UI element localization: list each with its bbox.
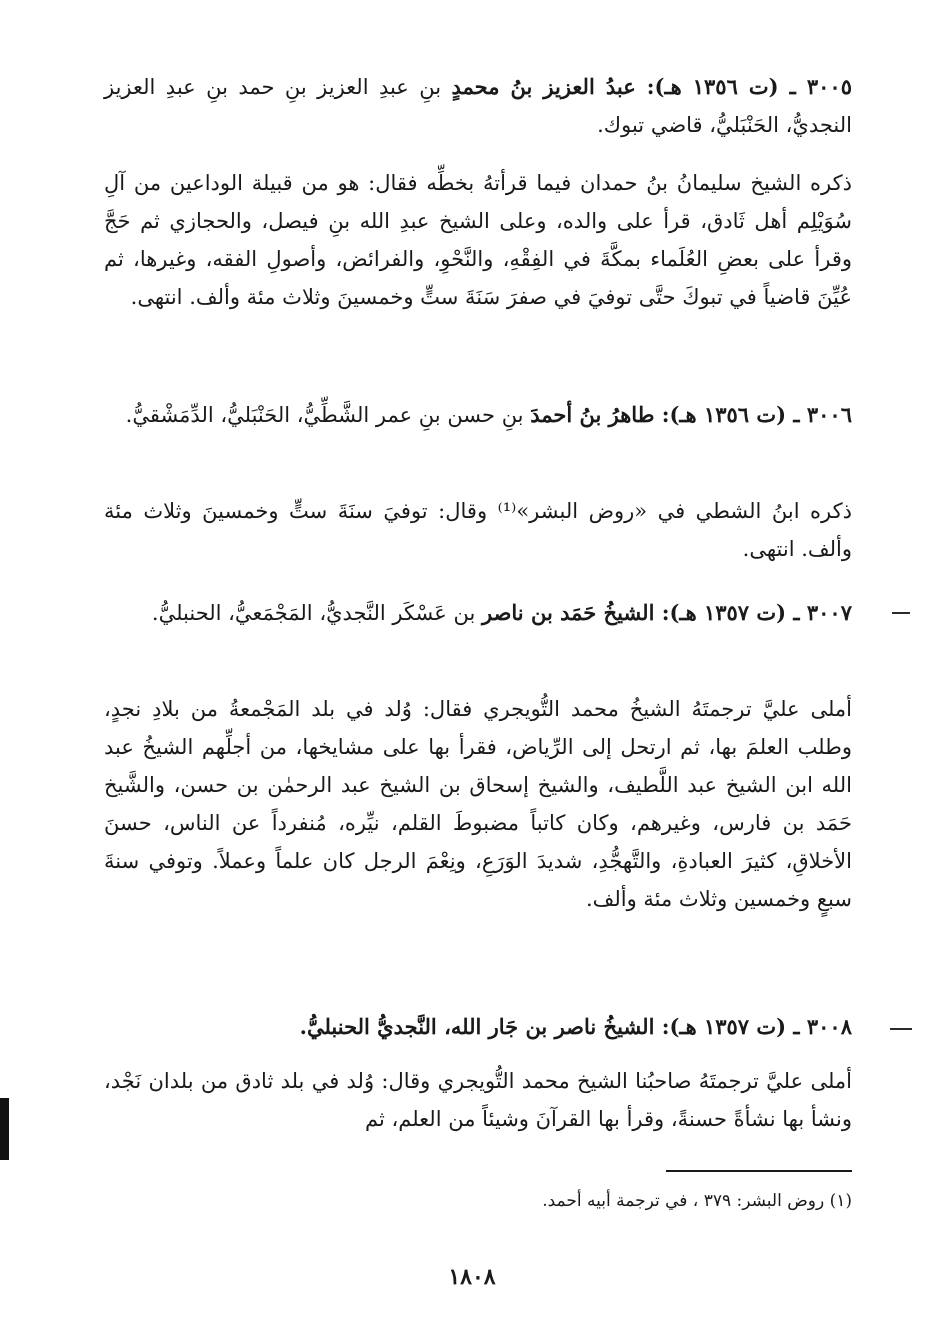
entry-3007-name: ٣٠٠٧ ـ (ت ١٣٥٧ هـ): الشيخُ حَمَد بن ناصر bbox=[481, 600, 852, 625]
margin-mark-3008 bbox=[890, 1028, 912, 1030]
entry-3005-heading bbox=[104, 68, 852, 144]
entry-3007-lineage: بن عَسْكَر النَّجديُّ، المَجْمَعيُّ، الحنبليُّ. bbox=[151, 601, 482, 625]
footnote: (١) روض البشر: ٣٧٩ ، في ترجمة أبيه أحمد. bbox=[542, 1191, 852, 1211]
footnote-separator bbox=[666, 1170, 852, 1172]
page-number: ١٨٠٨ bbox=[448, 1264, 496, 1290]
binding-edge-bar bbox=[0, 1098, 9, 1160]
entry-3007 bbox=[104, 594, 852, 632]
entry-3008 bbox=[104, 1008, 852, 1046]
entry-3008-heading bbox=[104, 1008, 852, 1046]
entry-3008-name: ٣٠٠٨ ـ (ت ١٣٥٧ هـ): الشيخُ ناصر بن جَار الله، النَّجديُّ الحنبليُّ. bbox=[299, 1014, 852, 1039]
entry-3006 bbox=[104, 396, 852, 434]
entry-3005-body: ذكره الشيخ سليمانُ بنُ حمدان فيما قرأتهُ بخطِّه فقال: هو من قبيلة الوداعين من آلِ سُوَيْلِم أهل ثَادق، قرأ على والده، وعلى الشيخ عبدِ الله بنِ فيصل، والحجازي ثم حَجَّ وقرأ على بعضِ العُلَماء بمكَّةَ في الفِقْهِ، والنَّحْوِ، والفرائض، وأصولِ الفقه، وغيرها، ثم عُيِّنَ قاضياً في تبوكَ حتَّى توفيَ في صفرَ سَنَةَ ستٍّ وخمسينَ وثلاث مئة وألف. انتهى. bbox=[104, 171, 852, 309]
entry-3006-name: ٣٠٠٦ ـ (ت ١٣٥٦ هـ): طاهرُ بنُ أحمدَ bbox=[530, 402, 852, 427]
entry-3005-lineage: بنِ عبدِ العزيز بنِ حمد بنِ عبدِ العزيز النجديُّ، الحَنْبَليُّ، قاضي تبوك. bbox=[104, 75, 852, 137]
entry-3005-name: ٣٠٠٥ ـ (ت ١٣٥٦ هـ): عبدُ العزيز بنُ محمدٍ bbox=[451, 74, 852, 99]
entry-3007-heading bbox=[104, 594, 852, 632]
entry-3008-body: أملى عليَّ ترجمتَهُ صاحبُنا الشيخ محمد التُّويجري وقال: وُلد في بلد ثادق من بلدان نَجْد، ونشأ بها نشأةً حسنةً، وقرأ بها القرآنَ وشيئاً من العلم، ثم bbox=[104, 1069, 852, 1131]
entry-3006-heading bbox=[104, 396, 852, 434]
entry-3006-body: ذكره ابنُ الشطي في «روض البشر»⁽¹⁾ وقال: توفيَ سنَةَ ستٍّ وخمسينَ وثلاث مئة وألف. انتهى. bbox=[104, 499, 852, 561]
entry-3005 bbox=[104, 68, 852, 144]
entry-3006-lineage: بنِ حسن بنِ عمر الشَّطِّيُّ، الحَنْبَليُّ، الدِّمَشْقيُّ. bbox=[125, 403, 531, 427]
entry-3007-body: أملى عليَّ ترجمتَهُ الشيخُ محمد التُّويجري فقال: وُلد في بلد المَجْمعةُ من بلادِ نجدٍ، وطلب العلمَ بها، ثم ارتحل إلى الرِّياض، فقرأ بها على مشايخها، من أجلِّهم الشيخُ عبد الله ابن الشيخ عبد اللَّطيف، والشيخ إسحاق بن الشيخ عبد الرحمٰن بن حسن، والشَّيخ حَمَد بن فارس، وغيرهم، وكان كاتباً مضبوطَ القلم، نيِّره، مُنفرداً عن الناس، حسنَ الأخلاقِ، كثيرَ العبادةِ، والتَّهجُّدِ، شديدَ الوَرَعِ، ونِعْمَ الرجل كان علماً وعملاً. وتوفي سنةَ سبعٍ وخمسين وثلاث مئة وألف. bbox=[104, 697, 852, 911]
margin-mark-3007 bbox=[892, 612, 910, 614]
